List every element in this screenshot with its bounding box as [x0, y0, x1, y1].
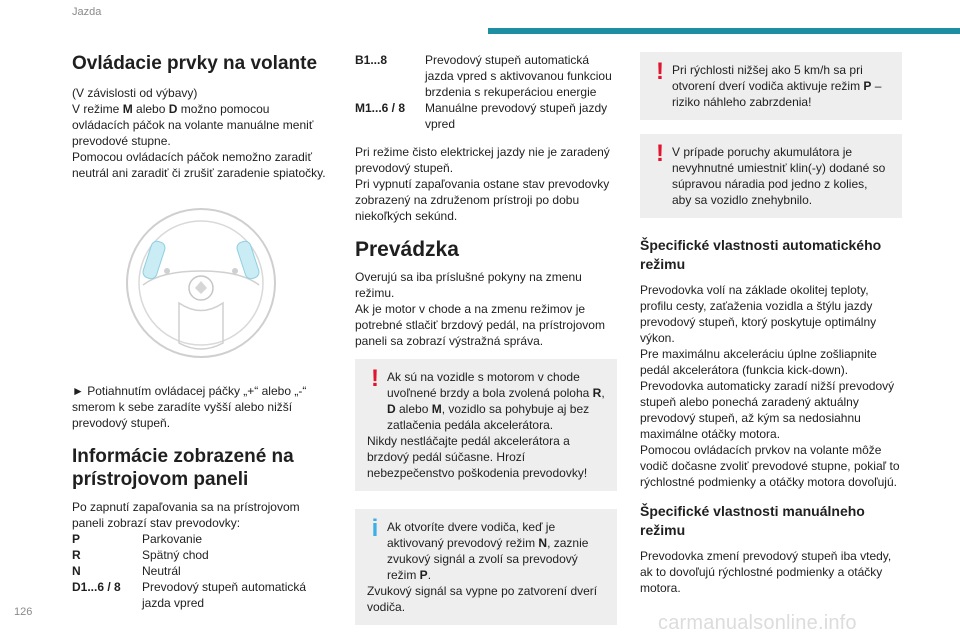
- section-title-steering-controls: Ovládacie prvky na volante: [72, 53, 318, 74]
- header-accent-bar: [488, 28, 960, 34]
- status-key: N: [72, 564, 81, 578]
- warning-box-speed: [640, 52, 902, 120]
- paragraph-ignition-off: Pri vypnutí zapaľovania ostane stav prevodovky zobrazený na združenom prístroji po dobu niekoľkých sekúnd.: [355, 177, 610, 223]
- info-box-driver-door: [355, 509, 617, 625]
- warning-text: Pri rýchlosti nižšej ako 5 km/h sa pri otvorení dverí vodiča aktivuje režim P – riziko náhleho zabrzdenia!: [672, 63, 882, 109]
- paragraph-brake-message: Ak je motor v chode a na zmenu režimov je potrebné stlačiť brzdový pedál, na prístrojovom paneli sa zobrazí výstražná správa.: [355, 302, 605, 348]
- column-right: [640, 52, 902, 596]
- status-value: Manuálne prevodový stupeň jazdy vpred: [425, 101, 608, 131]
- warning-text: Ak sú na vozidle s motorom v chode uvoľnené brzdy a bola zvolená poloha R, D alebo M, vozidlo sa pohybuje aj bez zatlačenia pedála akcelerátora.: [387, 370, 605, 432]
- column-middle: [355, 52, 617, 625]
- status-value: Spätný chod: [142, 548, 209, 562]
- gear-status-list: [72, 531, 330, 611]
- paddle-instruction: ► Potiahnutím ovládacej páčky „+“ alebo „-“ smerom k sebe zaradíte vyšší alebo nižší prevodový stupeň.: [72, 384, 307, 430]
- section-title-manual-mode: Špecifické vlastnosti manuálneho režimu: [640, 503, 865, 538]
- gear-status-list-cont: [355, 52, 617, 132]
- paragraph-manual: Prevodovka zmení prevodový stupeň iba vtedy, ak to dovoľujú rýchlostné podmienky a otáčky motora.: [640, 549, 892, 595]
- status-key: B1...8: [355, 53, 388, 67]
- warning-box-brakes: [355, 359, 617, 491]
- paragraph-auto-2: Pre maximálnu akceleráciu úplne zošliapnite pedál akcelerátora (funkcia kick-down).: [640, 347, 877, 377]
- status-value: Parkovanie: [142, 532, 203, 546]
- warning-box-battery: [640, 134, 902, 218]
- paragraph-dashboard-status: Po zapnutí zapaľovania sa na prístrojovom paneli zobrazí stav prevodovky:: [72, 500, 300, 530]
- paragraph-auto-1: Prevodovka volí na základe okolitej teploty, profilu cesty, zaťaženia vozidla a štýlu jazdy prevodový stupeň, ktorý poskytuje optimálny výkon.: [640, 283, 877, 345]
- status-key: D1...6 / 8: [72, 580, 121, 594]
- status-value: Prevodový stupeň automatická jazda vpred: [142, 580, 307, 610]
- equipment-note: (V závislosti od výbavy): [72, 86, 198, 100]
- status-value: Neutrál: [142, 564, 181, 578]
- section-header: Jazda: [72, 6, 102, 18]
- watermark-text: carmanualsonline.info: [658, 612, 857, 634]
- info-text: Ak otvoríte dvere vodiča, keď je aktivovaný prevodový režim N, zaznie zvukový signál a zvolí sa prevodový režim P.: [387, 520, 589, 582]
- warning-icon: !: [656, 140, 664, 167]
- paragraph-electric-mode: Pri režime čisto elektrickej jazdy nie je zaradený prevodový stupeň.: [355, 145, 610, 175]
- paragraph-auto-3: Prevodovka automaticky zaradí nižší prevodový stupeň alebo ponechá zaradený aktuálny prevodový stupeň, až kým sa nedosiahnu maximálne otáčky motora.: [640, 379, 895, 441]
- warning-icon: !: [656, 58, 664, 85]
- warning-text: V prípade poruchy akumulátora je nevyhnutné umiestniť klin(-y) dodané so súpravou náradia pod jedno z kolies, aby sa vozidlo znehybnilo.: [672, 145, 886, 207]
- status-key: R: [72, 548, 81, 562]
- status-key: P: [72, 532, 81, 546]
- info-text-2: Zvukový signál sa vypne po zatvorení dverí vodiča.: [367, 584, 598, 614]
- status-key: M1...6 / 8: [355, 101, 406, 115]
- column-left: [72, 52, 330, 611]
- section-title-dashboard-info: Informácie zobrazené na prístrojovom paneli: [72, 446, 294, 490]
- section-title-automatic-mode: Špecifické vlastnosti automatického režimu: [640, 237, 882, 272]
- paragraph-instructions: Overujú sa iba príslušné pokyny na zmenu režimu.: [355, 270, 582, 300]
- paragraph-mode-m-d: V režime M alebo D možno pomocou ovládacích páčok na volante manuálne meniť prevodové stupne.: [72, 102, 314, 148]
- warning-icon: !: [371, 365, 379, 392]
- paragraph-auto-4: Pomocou ovládacích prvkov na volante môže vodič dočasne zvoliť prevodové stupne, pokiaľ to rýchlostné podmienky a otáčky motora dovoľujú.: [640, 443, 900, 489]
- status-value: Prevodový stupeň automatická jazda vpred s aktivovanou funkciou brzdenia s rekuperáciou energie: [425, 53, 612, 99]
- paragraph-neutral-note: Pomocou ovládacích páčok nemožno zaradiť neutrál ani zaradiť či zrušiť zaradenie spiatočky.: [72, 150, 326, 180]
- info-icon: i: [371, 515, 379, 542]
- steering-wheel-illustration: [121, 193, 281, 373]
- warning-text-2: Nikdy nestláčajte pedál akcelerátora a brzdový pedál súčasne. Hrozí nebezpečenstvo poškodenia prevodovky!: [367, 434, 588, 480]
- page-number: 126: [14, 606, 33, 618]
- section-title-operation: Prevádzka: [355, 238, 459, 261]
